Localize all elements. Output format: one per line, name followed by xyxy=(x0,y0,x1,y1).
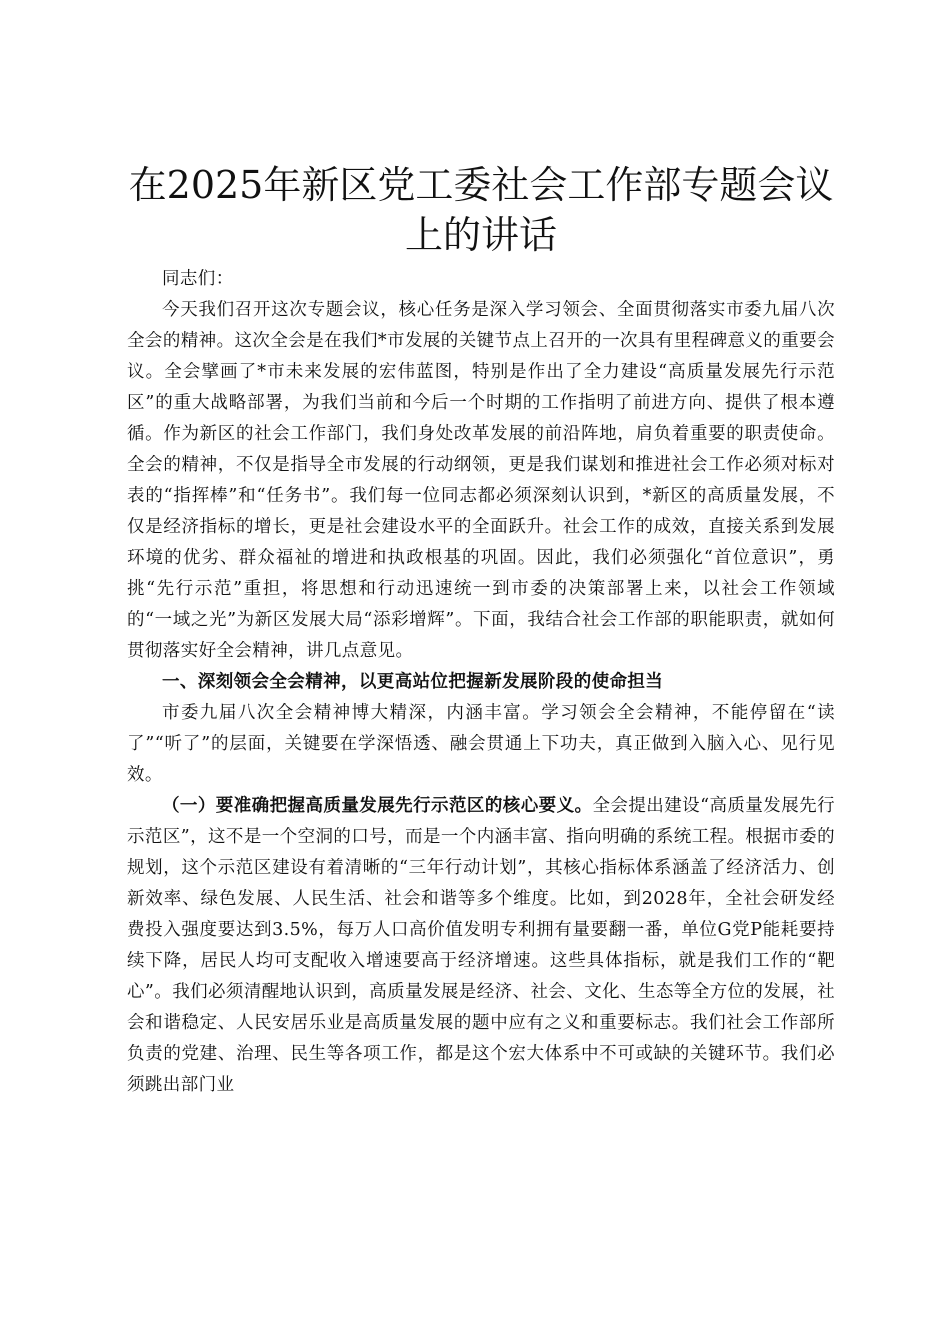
greeting: 同志们： xyxy=(162,269,234,289)
document-title: 在2025年新区党工委社会工作部专题会议上的讲话 xyxy=(128,163,834,257)
subsection-1-body: 全会提出建设“高质量发展先行示范区”，这不是一个空洞的口号，而是一个内涵丰富、指向明确的系统工程。根据市委的规划，这个示范区建设有着清晰的“三年行动计划”，其核心指标体系涵盖了经济活力、创新效率、绿色发展、人民生活、社会和谐等多个维度。比如，到2028年，全社会研发经费投入强度要达到3.5%，每万人口高价值发明专利拥有量要翻一番，单位G党P能耗要持续下降，居民人均可支配收入增速要高于经济增速。这些具体指标，就是我们工作的“靶心”。我们必须清醒地认识到，高质量发展是经济、社会、文化、生态等全方位的发展，社会和谐稳定、人民安居乐业是高质量发展的题中应有之义和重要标志。我们社会工作部所负责的党建、治理、民生等各项工作，都是这个宏大体系中不可或缺的关键环节。我们必须跳出部门业 xyxy=(127,796,836,1095)
subsection-1-paragraph xyxy=(127,791,835,1101)
section-heading-1: 一、深刻领会全会精神，以更高站位把握新发展阶段的使命担当 xyxy=(162,672,664,692)
document-page xyxy=(127,160,835,1101)
subsection-1-lead: （一）要准确把握高质量发展先行示范区的核心要义。 xyxy=(162,796,593,816)
section-1-paragraph: 市委九届八次全会精神博大精深，内涵丰富。学习领会全会精神，不能停留在“读了”“听了”的层面，关键要在学深悟透、融会贯通上下功夫，真正做到入脑入心、见行见效。 xyxy=(127,703,835,785)
intro-paragraph: 今天我们召开这次专题会议，核心任务是深入学习领会、全面贯彻落实市委九届八次全会的精神。这次全会是在我们*市发展的关键节点上召开的一次具有里程碑意义的重要会议。全会擘画了*市未来发展的宏伟蓝图，特别是作出了全力建设“高质量发展先行示范区”的重大战略部署，为我们当前和今后一个时期的工作指明了前进方向、提供了根本遵循。作为新区的社会工作部门，我们身处改革发展的前沿阵地，肩负着重要的职责使命。全会的精神，不仅是指导全市发展的行动纲领，更是我们谋划和推进社会工作必须对标对表的“指挥棒”和“任务书”。我们每一位同志都必须深刻认识到，*新区的高质量发展，不仅是经济指标的增长，更是社会建设水平的全面跃升。社会工作的成效，直接关系到发展环境的优劣、群众福祉的增进和执政根基的巩固。因此，我们必须强化“首位意识”，勇挑“先行示范”重担，将思想和行动迅速统一到市委的决策部署上来，以社会工作领域的“一域之光”为新区发展大局“添彩增辉”。下面，我结合社会工作部的职能职责，就如何贯彻落实好全会精神，讲几点意见。 xyxy=(127,300,835,661)
